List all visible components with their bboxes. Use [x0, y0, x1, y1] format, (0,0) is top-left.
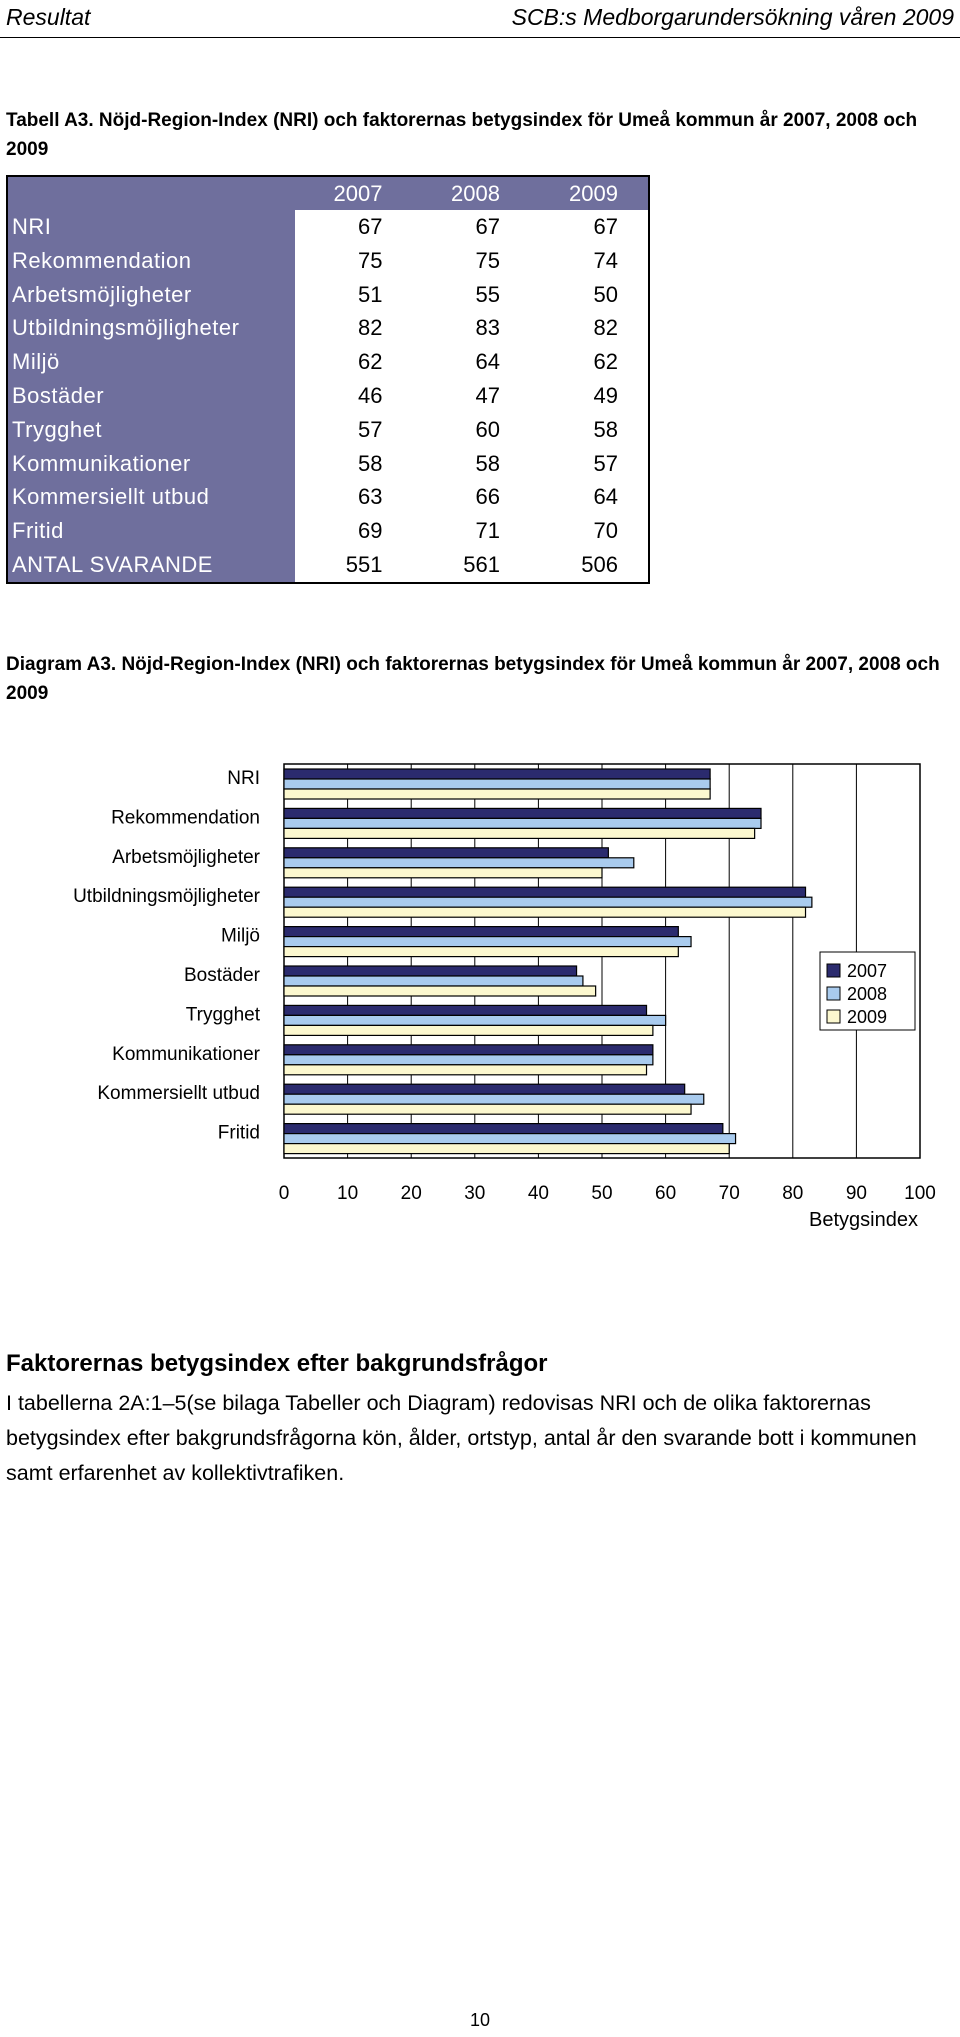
x-tick-label: 40: [527, 1183, 549, 1204]
x-tick-label: 30: [464, 1183, 486, 1204]
cell-value: 69: [295, 514, 413, 548]
bar: [284, 1084, 685, 1094]
cell-value: 74: [530, 244, 649, 278]
bar: [284, 966, 577, 976]
column-header: 2007: [295, 176, 413, 210]
legend-label: 2007: [847, 961, 888, 981]
cell-value: 46: [295, 379, 413, 413]
cell-value: 551: [295, 548, 413, 583]
x-tick-label: 100: [904, 1183, 936, 1204]
cell-value: 70: [530, 514, 649, 548]
bar: [284, 976, 583, 986]
cell-value: 83: [413, 311, 531, 345]
x-tick-label: 60: [655, 1183, 677, 1204]
row-label: Fritid: [7, 514, 295, 548]
x-tick-label: 70: [718, 1183, 740, 1204]
x-tick-label: 80: [782, 1183, 804, 1204]
cell-value: 50: [530, 278, 649, 312]
cell-value: 60: [413, 413, 531, 447]
cell-value: 58: [413, 447, 531, 481]
cell-value: 58: [530, 413, 649, 447]
page-header: [0, 0, 960, 40]
bar: [284, 947, 678, 957]
table-row: [7, 244, 649, 278]
legend-swatch: [827, 964, 840, 977]
bar: [284, 887, 806, 897]
row-label: ANTAL SVARANDE: [7, 548, 295, 583]
bar: [284, 1025, 653, 1035]
table-row: [7, 548, 649, 583]
legend-label: 2009: [847, 1007, 888, 1027]
legend-swatch: [827, 987, 840, 1000]
cell-value: 58: [295, 447, 413, 481]
category-label: Rekommendation: [111, 807, 260, 829]
bar: [284, 1104, 691, 1114]
section-title: Faktorernas betygsindex efter bakgrundsfrågor: [6, 1350, 548, 1377]
x-tick-label: 90: [845, 1183, 867, 1204]
bar: [284, 808, 761, 818]
cell-value: 67: [413, 210, 531, 244]
cell-value: 63: [295, 481, 413, 515]
table-row: [7, 278, 649, 312]
row-label: Miljö: [7, 345, 295, 379]
bar: [284, 986, 596, 996]
column-header: 2008: [413, 176, 531, 210]
bar: [284, 848, 608, 858]
cell-value: 71: [413, 514, 531, 548]
bar: [284, 1094, 704, 1104]
category-label: Arbetsmöjligheter: [112, 846, 260, 868]
cell-value: 57: [295, 413, 413, 447]
category-label: Kommersiellt utbud: [97, 1083, 260, 1105]
table-row: [7, 413, 649, 447]
cell-value: 561: [413, 548, 531, 583]
table-row: [7, 311, 649, 345]
cell-value: 506: [530, 548, 649, 583]
cell-value: 64: [530, 481, 649, 515]
row-label: Utbildningsmöjligheter: [7, 311, 295, 345]
category-label: Kommunikationer: [112, 1043, 260, 1065]
table-row: [7, 481, 649, 515]
bar: [284, 858, 634, 868]
legend-swatch: [827, 1010, 840, 1023]
header-left: Resultat: [6, 4, 91, 30]
cell-value: 66: [413, 481, 531, 515]
category-label: NRI: [227, 768, 260, 789]
table-caption: Tabell A3. Nöjd-Region-Index (NRI) och faktorernas betygsindex för Umeå kommun år 2007, 2008 och 2009: [6, 110, 918, 160]
cell-value: 75: [295, 244, 413, 278]
header-rule: [0, 37, 960, 38]
category-label: Bostäder: [183, 965, 260, 986]
bar: [284, 1045, 653, 1055]
cell-value: 47: [413, 379, 531, 413]
table-row: [7, 447, 649, 481]
cell-value: 67: [530, 210, 649, 244]
table-header-row: [7, 176, 649, 210]
bar: [284, 1065, 647, 1075]
bar: [284, 907, 806, 917]
cell-value: 62: [295, 345, 413, 379]
bar: [284, 927, 678, 937]
column-header: 2009: [530, 176, 649, 210]
x-tick-label: 20: [400, 1183, 422, 1204]
cell-value: 82: [295, 311, 413, 345]
category-label: Trygghet: [185, 1004, 260, 1026]
bar: [284, 1134, 736, 1144]
table-row: [7, 514, 649, 548]
row-label: Kommersiellt utbud: [7, 481, 295, 515]
legend-label: 2008: [847, 984, 888, 1004]
bar: [284, 937, 691, 947]
cell-value: 57: [530, 447, 649, 481]
bar: [284, 897, 812, 907]
data-table: [6, 175, 650, 584]
cell-value: 62: [530, 345, 649, 379]
bar: [284, 789, 710, 799]
bar: [284, 828, 755, 838]
row-label: NRI: [7, 210, 295, 244]
bar: [284, 1005, 647, 1015]
table-row: [7, 345, 649, 379]
cell-value: 64: [413, 345, 531, 379]
cell-value: 55: [413, 278, 531, 312]
x-tick-label: 0: [278, 1183, 290, 1204]
row-label: Arbetsmöjligheter: [7, 278, 295, 312]
page-number: 10: [469, 2010, 491, 2030]
x-tick-label: 10: [337, 1183, 359, 1204]
bar: [284, 1015, 666, 1025]
table-row: [7, 210, 649, 244]
row-label: Kommunikationer: [7, 447, 295, 481]
bar: [284, 1055, 653, 1065]
table-row: [7, 379, 649, 413]
bar: [284, 769, 710, 779]
category-label: Utbildningsmöjligheter: [73, 886, 260, 908]
cell-value: 82: [530, 311, 649, 345]
bar: [284, 868, 602, 878]
row-label: Trygghet: [7, 413, 295, 447]
category-label: Miljö: [220, 925, 260, 947]
section-text: I tabellerna 2A:1–5(se bilaga Tabeller och Diagram) redovisas NRI och de olika faktorernas betygsindex efter bakgrundsfrågorna kön, ålder, ortstyp, antal år den svarande bott i kommunen samt erfarenhet av kollektivtrafiken.: [6, 1391, 917, 1485]
cell-value: 67: [295, 210, 413, 244]
x-tick-label: 50: [591, 1183, 613, 1204]
x-axis-label: Betygsindex: [809, 1209, 918, 1231]
bar: [284, 1124, 723, 1134]
cell-value: 75: [413, 244, 531, 278]
row-label: Bostäder: [7, 379, 295, 413]
header-right: SCB:s Medborgarundersökning våren 2009: [511, 4, 954, 30]
row-label: Rekommendation: [7, 244, 295, 278]
bar: [284, 779, 710, 789]
table-corner: [7, 176, 295, 210]
cell-value: 51: [295, 278, 413, 312]
bar: [284, 1144, 729, 1154]
bar-chart: [0, 740, 960, 1250]
chart-caption: Diagram A3. Nöjd-Region-Index (NRI) och faktorernas betygsindex för Umeå kommun år 2007, 2008 och 2009: [6, 654, 940, 704]
cell-value: 49: [530, 379, 649, 413]
category-label: Fritid: [217, 1122, 260, 1144]
bar: [284, 818, 761, 828]
